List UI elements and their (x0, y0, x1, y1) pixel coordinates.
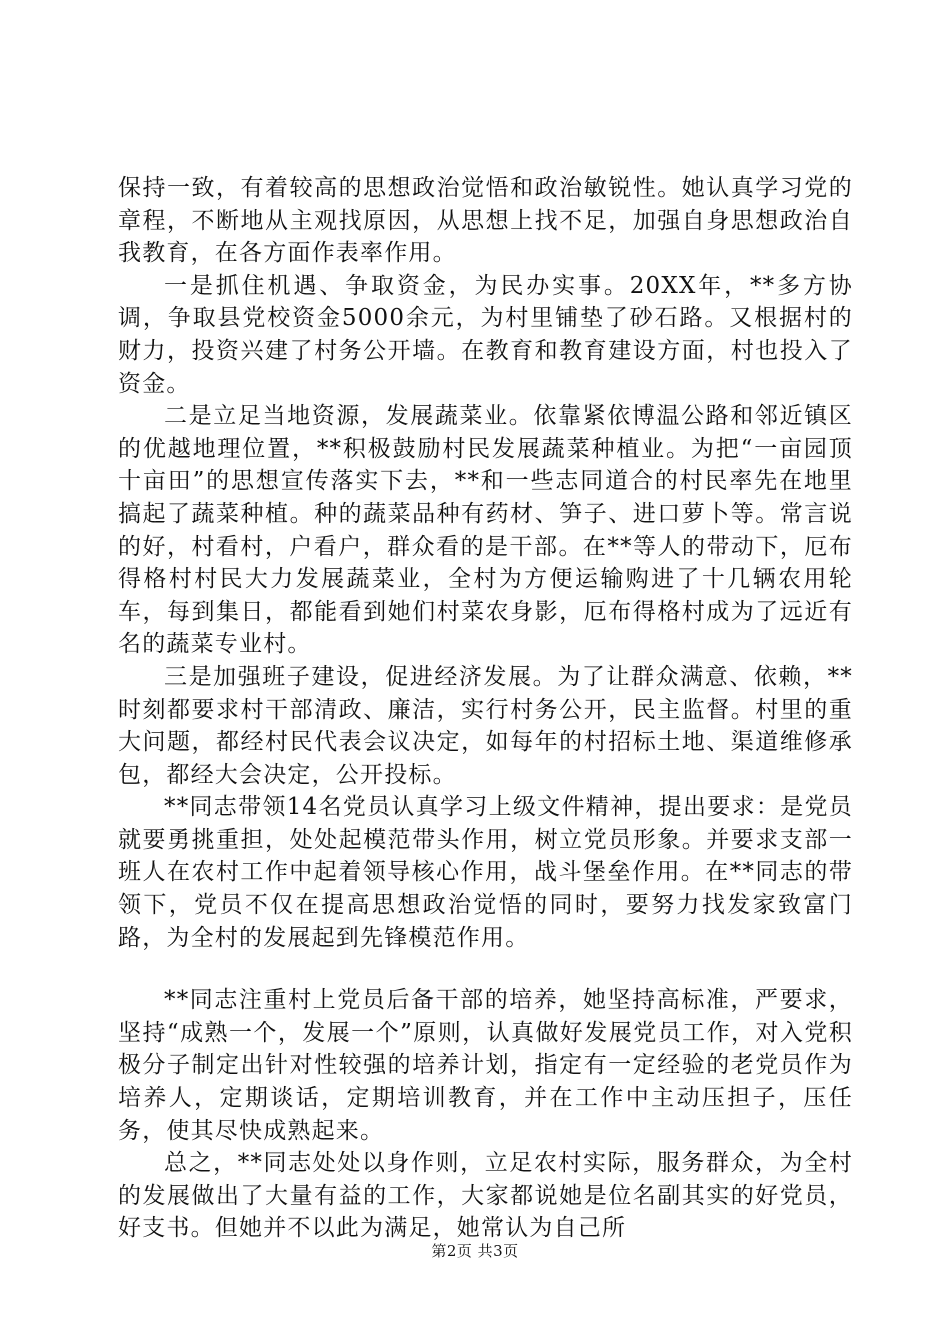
document-body (118, 172, 853, 1245)
paragraph-party-members: **同志带领14名党员认真学习上级文件精神，提出要求：是党员就要勇挑重担，处处起模范带头作用，树立党员形象。并要求支部一班人在农村工作中起着领导核心作用，战斗堡垒作用。在**同志的带领下，党员不仅在提高思想政治觉悟的同时，要努力找发家致富门路，为全村的发展起到先锋模范作用。 (118, 794, 853, 951)
paragraph-vegetables: 二是立足当地资源，发展蔬菜业。依靠紧依博温公路和邻近镇区的优越地理位置，**积极鼓励村民发展蔬菜种植业。为把“一亩园顶十亩田”的思想宣传落实下去，**和一些志同道合的村民率先在地里搞起了蔬菜种植。种的蔬菜品种有药材、笋子、进口萝卜等。常言说的好，村看村，户看户，群众看的是干部。在**等人的带动下，厄布得格村村民大力发展蔬菜业，全村为方便运输购进了十几辆农用轮车，每到集日，都能看到她们村菜农身影，厄布得格村成为了远近有名的蔬菜专业村。 (118, 403, 853, 658)
page-number-footer: 第2页 共3页 (431, 1242, 519, 1260)
paragraph-continuation: 保持一致，有着较高的思想政治觉悟和政治敏锐性。她认真学习党的章程，不断地从主观找原因，从思想上找不足，加强自身思想政治自我教育，在各方面作表率作用。 (118, 175, 853, 267)
paragraph-summary: 总之，**同志处处以身作则，立足农村实际，服务群众，为全村的发展做出了大量有益的工作，大家都说她是位名副其实的好党员，好支书。但她并不以此为满足，她常认为自己所 (118, 1150, 853, 1242)
paragraph-cadre-training: **同志注重村上党员后备干部的培养，她坚持高标准，严要求，坚持“成熟一个，发展一个”原则，认真做好发展党员工作，对入党积极分子制定出针对性较强的培养计划，指定有一定经验的老党员作为培养人，定期谈话，定期培训教育，并在工作中主动压担子，压任务，使其尽快成熟起来。 (118, 987, 853, 1144)
paragraph-team-building: 三是加强班子建设，促进经济发展。为了让群众满意、依赖，**时刻都要求村干部清政、廉洁，实行村务公开，民主监督。村里的重大问题，都经村民代表会议决定，如每年的村招标土地、渠道维修承包，都经大会决定，公开投标。 (118, 663, 853, 788)
paragraph-funding: 一是抓住机遇、争取资金，为民办实事。20XX年，**多方协调，争取县党校资金5000余元，为村里铺垫了砂石路。又根据村的财力，投资兴建了村务公开墙。在教育和教育建设方面，村也投入了资金。 (118, 272, 853, 397)
